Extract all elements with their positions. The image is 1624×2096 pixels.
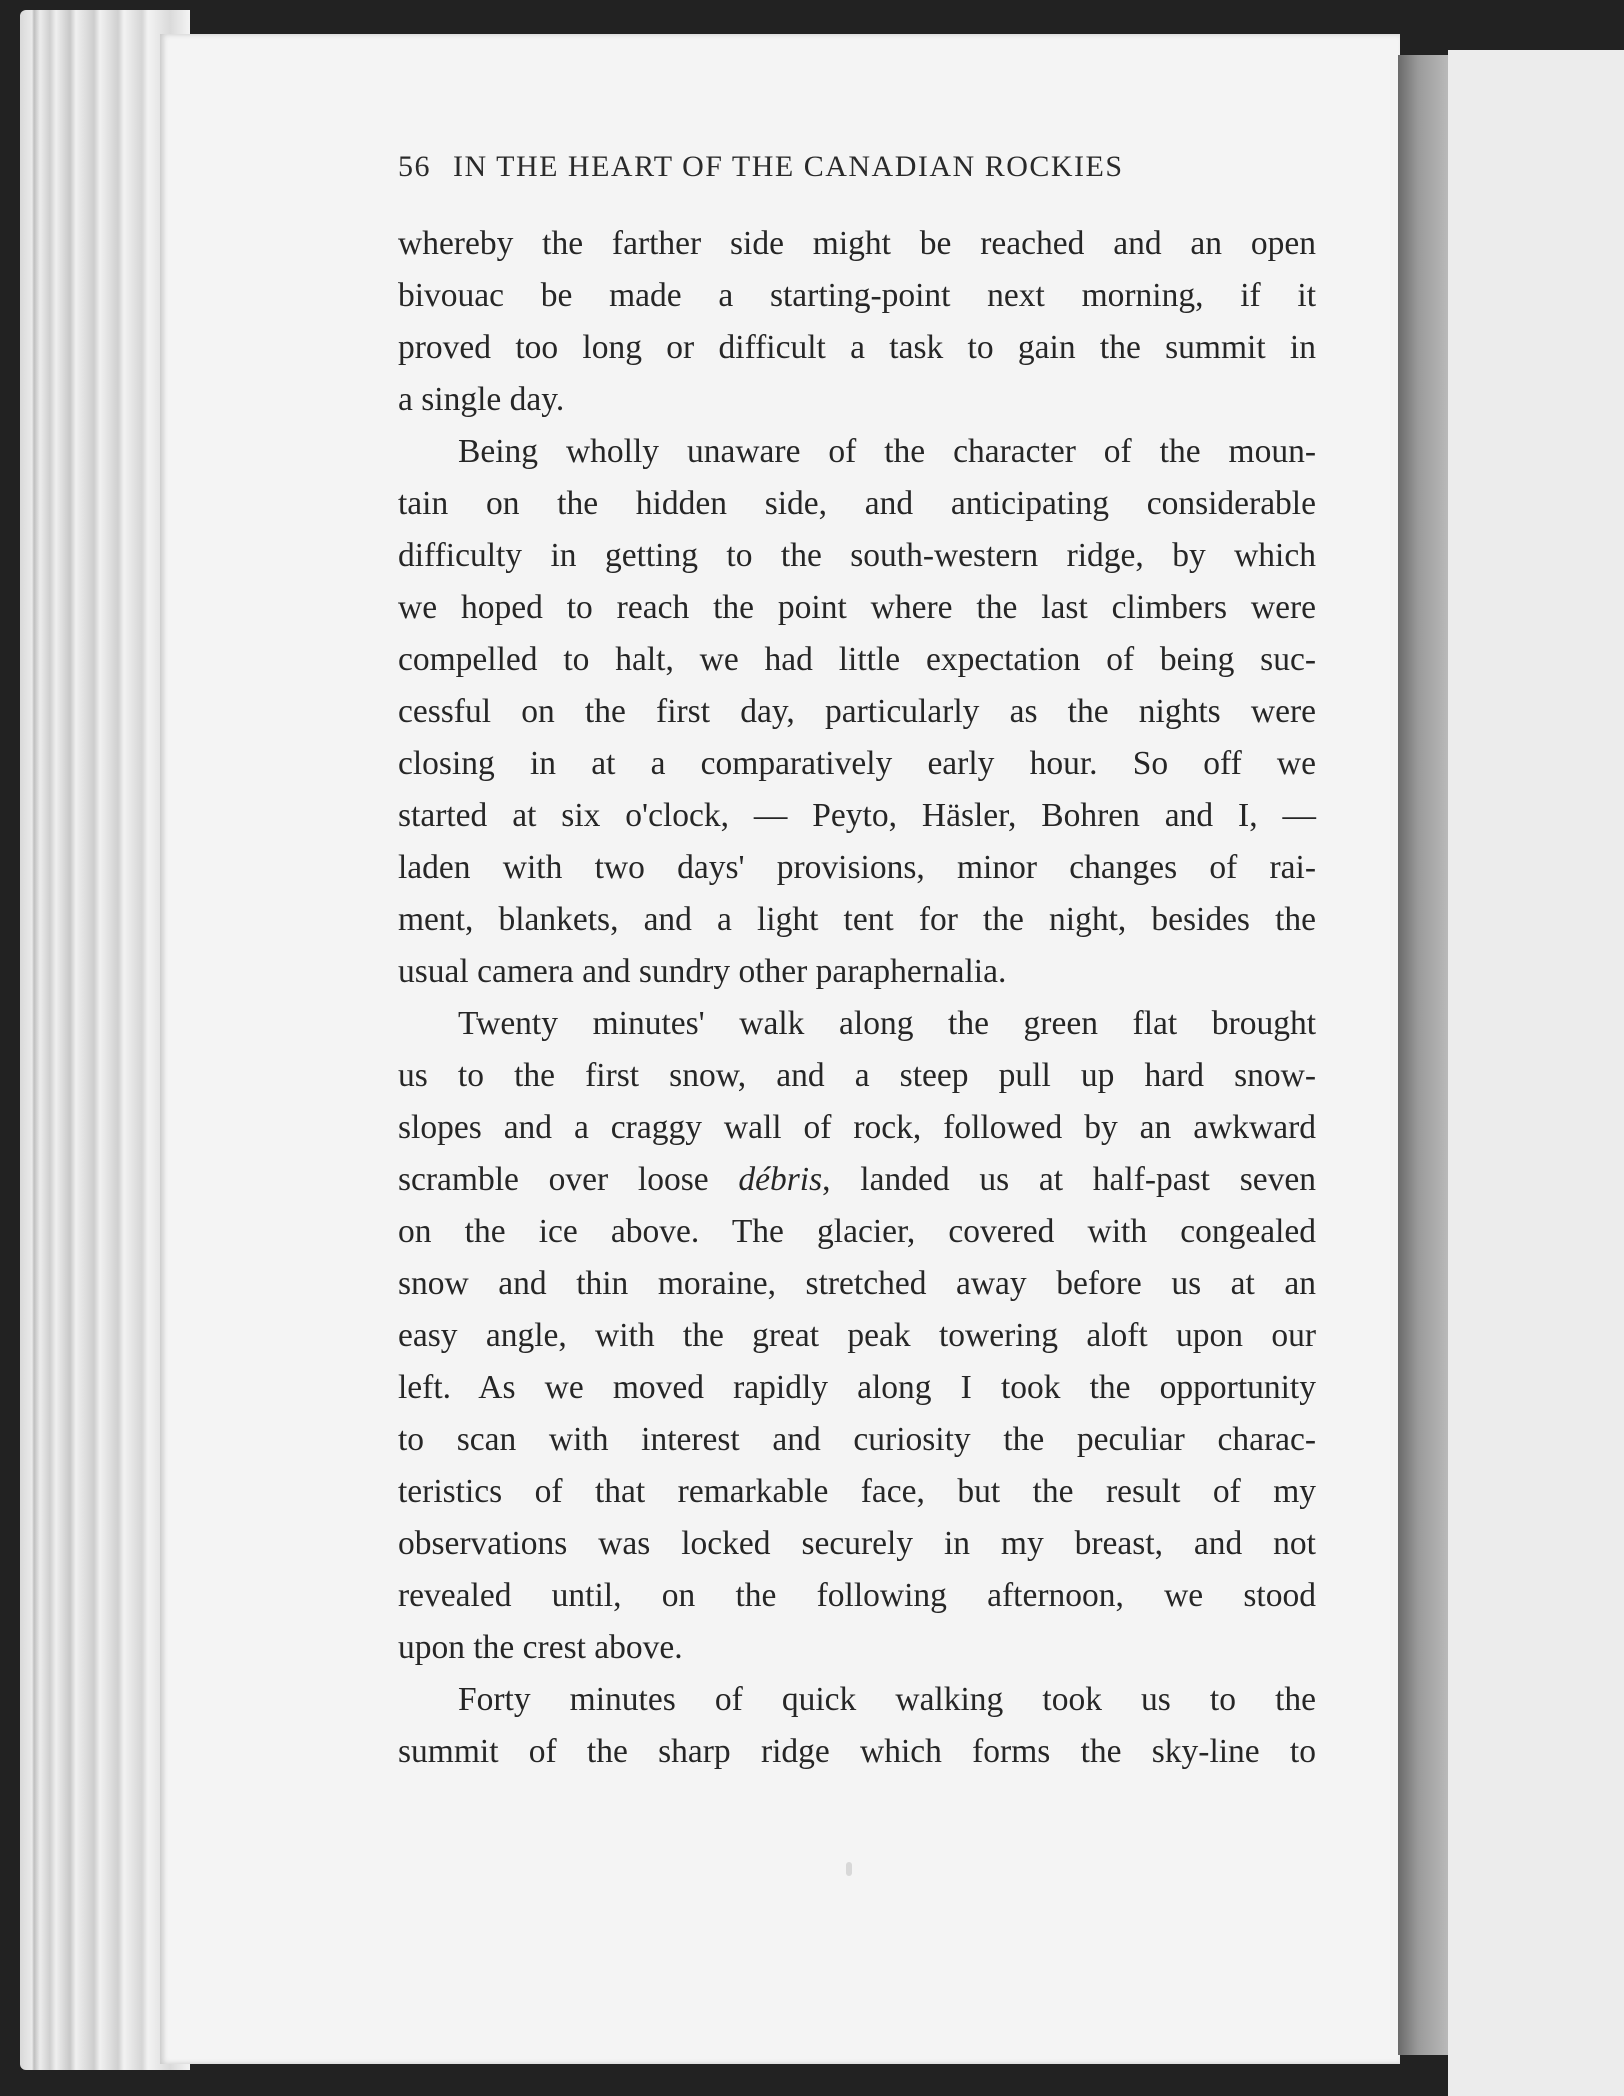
text-line: whereby the farther side might be reached and an open <box>398 225 1316 262</box>
text-line: closing in at a comparatively early hour. So off we <box>398 745 1316 782</box>
text-line: usual camera and sundry other paraphernalia. <box>398 953 1007 990</box>
text-line: Being wholly unaware of the character of the moun- <box>458 433 1316 470</box>
facing-page <box>1448 50 1624 2096</box>
text-line: teristics of that remarkable face, but the result of my <box>398 1473 1316 1510</box>
text-line: slopes and a craggy wall of rock, followed by an awkward <box>398 1109 1316 1146</box>
binding-gutter <box>1398 55 1448 2055</box>
text-line: compelled to halt, we had little expectation of being suc- <box>398 641 1316 678</box>
text-line: we hoped to reach the point where the last climbers were <box>398 589 1316 626</box>
paragraph <box>398 218 1316 426</box>
paragraph <box>398 426 1316 998</box>
text-line: easy angle, with the great peak towering aloft upon our <box>398 1317 1316 1354</box>
text-line: revealed until, on the following afternoon, we stood <box>398 1577 1316 1614</box>
paragraph <box>398 998 1316 1674</box>
scan-speck <box>846 1862 852 1876</box>
text-line: on the ice above. The glacier, covered with congealed <box>398 1213 1316 1250</box>
text-line: left. As we moved rapidly along I took the opportunity <box>398 1369 1316 1406</box>
text-line: Twenty minutes' walk along the green flat brought <box>458 1005 1316 1042</box>
text-line: snow and thin moraine, stretched away before us at an <box>398 1265 1316 1302</box>
text-line: proved too long or difficult a task to gain the summit in <box>398 329 1316 366</box>
text-line: bivouac be made a starting-point next morning, if it <box>398 277 1316 314</box>
text-line: observations was locked securely in my breast, and not <box>398 1525 1316 1562</box>
paragraph <box>398 1674 1316 1778</box>
text-line: Forty minutes of quick walking took us to the <box>458 1681 1316 1718</box>
page-number: 56 <box>398 150 431 183</box>
text-line: laden with two days' provisions, minor changes of rai- <box>398 849 1316 886</box>
text-line: ment, blankets, and a light tent for the night, besides the <box>398 901 1316 938</box>
text-line: a single day. <box>398 381 565 418</box>
running-header <box>398 150 1278 184</box>
text-line: tain on the hidden side, and anticipating considerable <box>398 485 1316 522</box>
body-text <box>398 218 1316 1778</box>
text-line: to scan with interest and curiosity the peculiar charac- <box>398 1421 1316 1458</box>
text-line: summit of the sharp ridge which forms the sky-line to <box>398 1733 1316 1770</box>
text-line: upon the crest above. <box>398 1629 683 1666</box>
text-line: scramble over loose débris, landed us at half-past seven <box>398 1161 1317 1198</box>
text-line: us to the first snow, and a steep pull up hard snow- <box>398 1057 1316 1094</box>
text-line: cessful on the first day, particularly as the nights were <box>398 693 1316 730</box>
text-line: started at six o'clock, — Peyto, Häsler, Bohren and I, — <box>398 797 1316 834</box>
text-line: difficulty in getting to the south-western ridge, by which <box>398 537 1316 574</box>
running-title: IN THE HEART OF THE CANADIAN ROCKIES <box>453 150 1124 183</box>
